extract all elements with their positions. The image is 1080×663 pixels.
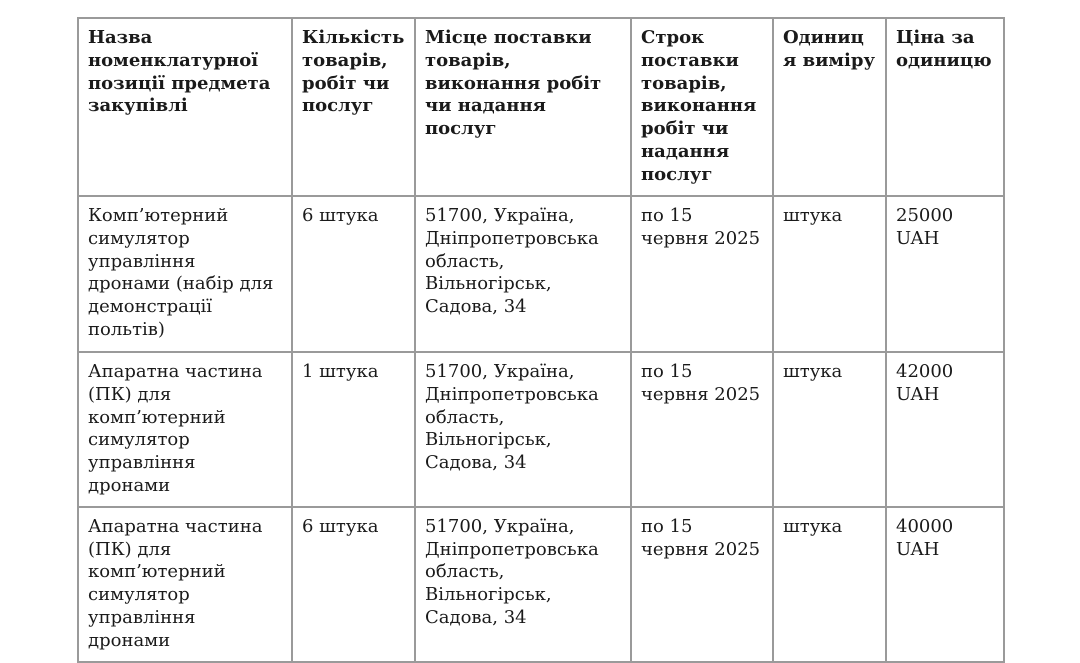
- cell-unit-price: 42000 UAH: [886, 352, 1004, 507]
- cell-unit-price: 40000 UAH: [886, 507, 1004, 662]
- cell-delivery-deadline: по 15 червня 2025: [631, 507, 773, 662]
- cell-item-name: Апаратна частина (ПК) для комп’ютерний симулятор управління дронами: [78, 352, 292, 507]
- header-unit: Одиниця виміру: [773, 18, 886, 196]
- cell-quantity: 6 штука: [292, 196, 415, 352]
- cell-delivery-place: 51700, Україна, Дніпропетровська область, Вільногірськ, Садова, 34: [415, 507, 631, 662]
- cell-delivery-deadline: по 15 червня 2025: [631, 196, 773, 352]
- table-row: [78, 352, 1004, 507]
- cell-item-name: Комп’ютерний симулятор управління дронами (набір для демонстрації польтів): [78, 196, 292, 352]
- cell-unit: штука: [773, 507, 886, 662]
- cell-delivery-place: 51700, Україна, Дніпропетровська область, Вільногірськ, Садова, 34: [415, 352, 631, 507]
- table-header-row: [78, 18, 1004, 196]
- cell-quantity: 6 штука: [292, 507, 415, 662]
- cell-quantity: 1 штука: [292, 352, 415, 507]
- cell-unit-price: 25000 UAH: [886, 196, 1004, 352]
- header-quantity: Кількість товарів, робіт чи послуг: [292, 18, 415, 196]
- procurement-table: [77, 17, 1005, 663]
- procurement-table-container: [77, 17, 1005, 663]
- table-row: [78, 507, 1004, 662]
- table-row: [78, 196, 1004, 352]
- cell-delivery-place: 51700, Україна, Дніпропетровська область, Вільногірськ, Садова, 34: [415, 196, 631, 352]
- cell-unit: штука: [773, 352, 886, 507]
- cell-delivery-deadline: по 15 червня 2025: [631, 352, 773, 507]
- header-delivery-deadline: Строк поставки товарів, виконання робіт чи надання послуг: [631, 18, 773, 196]
- cell-unit: штука: [773, 196, 886, 352]
- cell-item-name: Апаратна частина (ПК) для комп’ютерний симулятор управління дронами: [78, 507, 292, 662]
- header-item-name: Назва номенклатурної позиції предмета закупівлі: [78, 18, 292, 196]
- header-delivery-place: Місце поставки товарів, виконання робіт чи надання послуг: [415, 18, 631, 196]
- header-unit-price: Ціна за одиницю: [886, 18, 1004, 196]
